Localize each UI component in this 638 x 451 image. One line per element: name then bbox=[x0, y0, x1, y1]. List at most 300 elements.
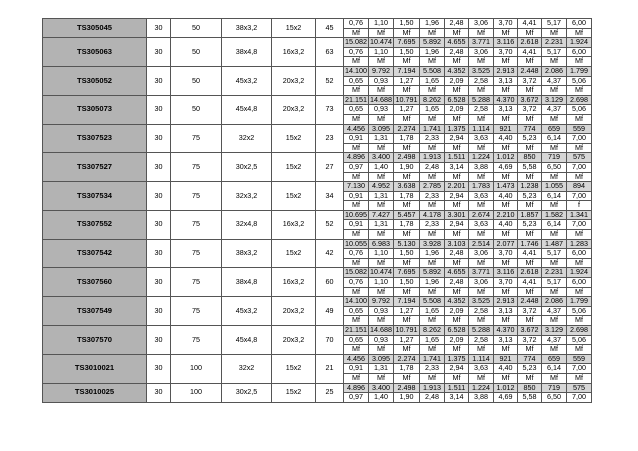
value-cell: Mf bbox=[567, 258, 592, 268]
value-cell: 2.698 bbox=[567, 326, 592, 336]
value-cell: 0,91 bbox=[344, 191, 369, 201]
value-cell: Mf bbox=[494, 201, 518, 211]
value-cell: 1,65 bbox=[420, 105, 445, 115]
value-cell: 1.746 bbox=[518, 239, 542, 249]
spec-cell: 20x3,2 bbox=[272, 66, 316, 95]
value-cell: Mf bbox=[420, 143, 445, 153]
value-cell: Mf bbox=[420, 86, 445, 96]
value-cell: Mf bbox=[445, 28, 469, 38]
value-cell: 5,23 bbox=[518, 134, 542, 144]
value-cell: 3.638 bbox=[394, 182, 420, 192]
value-cell: 1.741 bbox=[420, 124, 445, 134]
value-cell: 1.924 bbox=[567, 38, 592, 48]
value-cell: 2,33 bbox=[420, 364, 445, 374]
value-cell: 659 bbox=[542, 124, 567, 134]
value-cell: 5.892 bbox=[420, 38, 445, 48]
value-cell: 10.055 bbox=[345, 239, 367, 248]
value-cell: Mf bbox=[542, 345, 567, 355]
value-cell: 4.456 bbox=[344, 124, 369, 134]
value-cell: 659 bbox=[542, 354, 567, 364]
value-cell: 4,41 bbox=[518, 278, 542, 288]
value-cell: 3,70 bbox=[494, 249, 518, 259]
value-cell: 2.274 bbox=[394, 124, 420, 134]
value-cell: 7.130 bbox=[344, 182, 369, 192]
value-cell: 6,14 bbox=[542, 220, 567, 230]
value-cell: 1,31 bbox=[369, 191, 394, 201]
value-cell: 1,78 bbox=[394, 134, 420, 144]
value-cell: Mf bbox=[369, 114, 394, 124]
value-cell: Mf bbox=[420, 230, 445, 240]
table-row bbox=[43, 210, 592, 220]
value-cell: 1,78 bbox=[394, 364, 420, 374]
value-cell: Mf bbox=[344, 230, 369, 240]
value-cell: Mf bbox=[445, 172, 469, 182]
spec-cell: 30x2,5 bbox=[222, 383, 272, 402]
value-cell: 0,65 bbox=[344, 76, 369, 86]
value-cell: 559 bbox=[567, 124, 592, 134]
spec-cell: 15x2 bbox=[272, 124, 316, 153]
value-cell: 1,27 bbox=[394, 105, 420, 115]
spec-cell: 50 bbox=[171, 38, 222, 67]
value-cell: 6,50 bbox=[542, 162, 567, 172]
value-cell: 4,40 bbox=[494, 220, 518, 230]
value-cell: 1,90 bbox=[394, 393, 420, 403]
spec-cell: 30 bbox=[147, 38, 171, 67]
value-cell: 1.913 bbox=[420, 153, 445, 163]
value-cell: 3,06 bbox=[469, 19, 494, 29]
value-cell: 2.498 bbox=[394, 153, 420, 163]
value-cell: 4.655 bbox=[445, 268, 469, 278]
value-cell: 4,41 bbox=[518, 249, 542, 259]
value-cell: Mf bbox=[394, 201, 420, 211]
value-cell: 6,00 bbox=[567, 19, 592, 29]
value-cell: 0,93 bbox=[369, 306, 394, 316]
value-cell: 21.151 bbox=[345, 325, 367, 334]
value-cell: 7,00 bbox=[567, 364, 592, 374]
value-cell: 5,06 bbox=[567, 105, 592, 115]
spec-cell: 30 bbox=[147, 66, 171, 95]
value-cell: 3.301 bbox=[445, 210, 469, 220]
spec-cell: 45x4,8 bbox=[222, 95, 272, 124]
spec-cell: 32x3,2 bbox=[222, 182, 272, 211]
value-cell: Mf bbox=[420, 316, 445, 326]
value-cell: 0,76 bbox=[344, 47, 369, 57]
value-cell: Mf bbox=[445, 287, 469, 297]
value-cell: 1.741 bbox=[420, 354, 445, 364]
spec-cell: 16x3,2 bbox=[272, 210, 316, 239]
value-cell: 7,00 bbox=[567, 134, 592, 144]
value-cell: Mf bbox=[542, 287, 567, 297]
value-cell: Mf bbox=[344, 28, 369, 38]
value-cell: 3.116 bbox=[494, 268, 518, 278]
value-cell: 1,40 bbox=[369, 393, 394, 403]
value-cell: 3,63 bbox=[469, 134, 494, 144]
value-cell: Mf bbox=[567, 316, 592, 326]
value-cell: 6,14 bbox=[542, 191, 567, 201]
value-cell: Mf bbox=[344, 201, 369, 211]
value-cell: 3,70 bbox=[494, 278, 518, 288]
value-cell: 4.352 bbox=[445, 66, 469, 76]
value-cell: 3.103 bbox=[445, 239, 469, 249]
value-cell: 3.095 bbox=[369, 354, 394, 364]
value-cell: 3,14 bbox=[445, 393, 469, 403]
value-cell: Mf bbox=[344, 373, 369, 383]
spec-cell: 30 bbox=[147, 210, 171, 239]
value-cell: Mf bbox=[567, 287, 592, 297]
value-cell: Mf bbox=[469, 258, 494, 268]
value-cell: Mf bbox=[494, 345, 518, 355]
table-row bbox=[43, 66, 592, 76]
spec-cell: 32x2 bbox=[222, 354, 272, 383]
value-cell: 1,27 bbox=[394, 335, 420, 345]
value-cell: 5,17 bbox=[542, 19, 567, 29]
table-row bbox=[43, 326, 592, 336]
value-cell: 1.375 bbox=[445, 354, 469, 364]
value-cell: 1,31 bbox=[369, 134, 394, 144]
value-cell: 8.262 bbox=[420, 95, 445, 105]
value-cell: 2,33 bbox=[420, 134, 445, 144]
value-cell: 4.952 bbox=[369, 182, 394, 192]
value-cell: 2.210 bbox=[494, 210, 518, 220]
value-cell: 1.012 bbox=[494, 153, 518, 163]
spec-cell: 30 bbox=[147, 326, 171, 355]
value-cell: 10.474 bbox=[370, 267, 392, 277]
value-cell: 3,13 bbox=[494, 76, 518, 86]
value-cell: Mf bbox=[369, 86, 394, 96]
value-cell: Mf bbox=[445, 258, 469, 268]
value-cell: Mf bbox=[344, 172, 369, 182]
value-cell: 2.274 bbox=[394, 354, 420, 364]
value-cell: 4.896 bbox=[344, 153, 369, 163]
value-cell: 2.618 bbox=[518, 268, 542, 278]
value-cell: 1,50 bbox=[394, 278, 420, 288]
value-cell: 6.528 bbox=[445, 326, 469, 336]
value-cell: 1.114 bbox=[469, 354, 494, 364]
value-cell: 7.427 bbox=[369, 210, 394, 220]
value-cell: Mf bbox=[344, 57, 369, 67]
value-cell: 3,72 bbox=[518, 105, 542, 115]
table-row bbox=[43, 239, 592, 249]
value-cell: Mf bbox=[469, 316, 494, 326]
value-cell: 2,48 bbox=[445, 19, 469, 29]
table-row bbox=[43, 354, 592, 364]
value-cell: 1,27 bbox=[394, 306, 420, 316]
value-cell: 559 bbox=[567, 354, 592, 364]
product-code: TS307549 bbox=[43, 297, 147, 326]
value-cell: Mf bbox=[469, 28, 494, 38]
value-cell: 4,37 bbox=[542, 335, 567, 345]
value-cell: 0,65 bbox=[344, 306, 369, 316]
value-cell: 1,96 bbox=[420, 19, 445, 29]
value-cell: 3.525 bbox=[469, 66, 494, 76]
product-code: TS305073 bbox=[43, 95, 147, 124]
value-cell: 14.100 bbox=[345, 296, 367, 306]
spec-cell: 38x3,2 bbox=[222, 19, 272, 38]
value-cell: Mf bbox=[445, 114, 469, 124]
value-cell: 8.262 bbox=[420, 326, 445, 336]
value-cell: 719 bbox=[542, 383, 567, 393]
value-cell: Mf bbox=[445, 86, 469, 96]
value-cell: Mf bbox=[394, 373, 420, 383]
value-cell: Mf bbox=[567, 57, 592, 67]
value-cell: 3,06 bbox=[469, 47, 494, 57]
value-cell: 2.698 bbox=[567, 95, 592, 105]
value-cell: 1,96 bbox=[420, 47, 445, 57]
value-cell: 2,58 bbox=[469, 306, 494, 316]
value-cell: 5,06 bbox=[567, 76, 592, 86]
value-cell: Mf bbox=[494, 230, 518, 240]
value-cell: 2,58 bbox=[469, 105, 494, 115]
value-cell: Mf bbox=[494, 258, 518, 268]
spec-cell: 30x2,5 bbox=[222, 153, 272, 182]
value-cell: Mf bbox=[394, 143, 420, 153]
value-cell: 1,31 bbox=[369, 364, 394, 374]
spec-cell: 52 bbox=[316, 210, 344, 239]
value-cell: 3.095 bbox=[369, 124, 394, 134]
value-cell: 3,88 bbox=[469, 162, 494, 172]
value-cell: 1.913 bbox=[420, 383, 445, 393]
product-code: TS307523 bbox=[43, 124, 147, 153]
value-cell: 1,90 bbox=[394, 162, 420, 172]
value-cell: Mf bbox=[518, 86, 542, 96]
value-cell: 6,14 bbox=[542, 364, 567, 374]
value-cell: 1.924 bbox=[567, 268, 592, 278]
table-row bbox=[43, 124, 592, 134]
value-cell: Mf bbox=[542, 143, 567, 153]
value-cell: 774 bbox=[518, 354, 542, 364]
value-cell: 894 bbox=[567, 182, 592, 192]
value-cell: 3.771 bbox=[469, 38, 494, 48]
value-cell: 2.086 bbox=[542, 297, 567, 307]
spec-cell: 20x3,2 bbox=[272, 95, 316, 124]
value-cell: Mf bbox=[420, 345, 445, 355]
value-cell: Mf bbox=[369, 258, 394, 268]
value-cell: 1.799 bbox=[567, 66, 592, 76]
product-code: TS307534 bbox=[43, 182, 147, 211]
value-cell: 6,00 bbox=[567, 278, 592, 288]
value-cell: 1,65 bbox=[420, 335, 445, 345]
value-cell: 4.456 bbox=[344, 354, 369, 364]
value-cell: 7,00 bbox=[567, 191, 592, 201]
value-cell: Mf bbox=[518, 316, 542, 326]
value-cell: 7,00 bbox=[567, 393, 592, 403]
value-cell: 3,06 bbox=[469, 249, 494, 259]
product-code: TS3010025 bbox=[43, 383, 147, 402]
value-cell: Mf bbox=[542, 258, 567, 268]
value-cell: 7.695 bbox=[394, 38, 420, 48]
value-cell: 4.370 bbox=[494, 326, 518, 336]
value-cell: 1,65 bbox=[420, 76, 445, 86]
value-cell: Mf bbox=[344, 316, 369, 326]
value-cell: Mf bbox=[494, 172, 518, 182]
value-cell: 2.231 bbox=[542, 268, 567, 278]
value-cell: Mf bbox=[518, 201, 542, 211]
value-cell: Mf bbox=[494, 287, 518, 297]
value-cell: 4,41 bbox=[518, 47, 542, 57]
value-cell: 15.082 bbox=[345, 267, 367, 277]
value-cell: Mf bbox=[420, 114, 445, 124]
value-cell: 5.288 bbox=[469, 326, 494, 336]
value-cell: 1.582 bbox=[542, 210, 567, 220]
value-cell: 5,17 bbox=[542, 278, 567, 288]
value-cell: 3.129 bbox=[542, 326, 567, 336]
value-cell: 1.487 bbox=[542, 239, 567, 249]
value-cell: 3.928 bbox=[420, 239, 445, 249]
value-cell: 3,06 bbox=[469, 278, 494, 288]
product-code: TS307570 bbox=[43, 326, 147, 355]
value-cell: 3,13 bbox=[494, 306, 518, 316]
value-cell: 7,00 bbox=[567, 162, 592, 172]
value-cell: Mf bbox=[518, 143, 542, 153]
value-cell: Mf bbox=[567, 230, 592, 240]
value-cell: 0,93 bbox=[369, 335, 394, 345]
spec-cell: 16x3,2 bbox=[272, 38, 316, 67]
product-code: TS3010021 bbox=[43, 354, 147, 383]
spec-cell: 30 bbox=[147, 182, 171, 211]
value-cell: 1,50 bbox=[394, 47, 420, 57]
value-cell: Mf bbox=[542, 230, 567, 240]
value-cell: Mf bbox=[469, 114, 494, 124]
value-cell: 3.129 bbox=[542, 95, 567, 105]
value-cell: 4.896 bbox=[344, 383, 369, 393]
product-code: TS305045 bbox=[43, 19, 147, 38]
value-cell: Mf bbox=[542, 57, 567, 67]
value-cell: 3,14 bbox=[445, 162, 469, 172]
value-cell: 4,37 bbox=[542, 306, 567, 316]
value-cell: Mf bbox=[518, 57, 542, 67]
value-cell: Mf bbox=[445, 230, 469, 240]
value-cell: Mf bbox=[469, 143, 494, 153]
spec-cell: 16x3,2 bbox=[272, 268, 316, 297]
value-cell: 9.792 bbox=[369, 66, 394, 76]
value-cell: Mf bbox=[494, 143, 518, 153]
table-row bbox=[43, 95, 592, 105]
value-cell: Mf bbox=[542, 316, 567, 326]
value-cell: Mf bbox=[469, 57, 494, 67]
value-cell: 5,06 bbox=[567, 306, 592, 316]
value-cell: Mf bbox=[567, 172, 592, 182]
value-cell: 2.498 bbox=[394, 383, 420, 393]
value-cell: Mf bbox=[518, 230, 542, 240]
value-cell: 3,70 bbox=[494, 19, 518, 29]
value-cell: 3.525 bbox=[469, 297, 494, 307]
spec-cell: 100 bbox=[171, 354, 222, 383]
value-cell: Mf bbox=[445, 201, 469, 211]
value-cell: 2,94 bbox=[445, 364, 469, 374]
value-cell: 3.400 bbox=[369, 153, 394, 163]
value-cell: Mf bbox=[542, 172, 567, 182]
value-cell: 4,37 bbox=[542, 105, 567, 115]
value-cell: 2,58 bbox=[469, 335, 494, 345]
value-cell: Mf bbox=[445, 316, 469, 326]
value-cell: 5,23 bbox=[518, 364, 542, 374]
value-cell: Mf bbox=[518, 28, 542, 38]
spec-cell: 45x4,8 bbox=[222, 326, 272, 355]
value-cell: 3.771 bbox=[469, 268, 494, 278]
value-cell: Mf bbox=[394, 258, 420, 268]
load-table bbox=[42, 18, 592, 403]
value-cell: 5,17 bbox=[542, 249, 567, 259]
spec-cell: 32x4,8 bbox=[222, 210, 272, 239]
value-cell: 2,09 bbox=[445, 335, 469, 345]
spec-cell: 75 bbox=[171, 153, 222, 182]
value-cell: 14.688 bbox=[370, 95, 392, 104]
value-cell: 9.792 bbox=[369, 297, 394, 307]
value-cell: 10.791 bbox=[394, 95, 420, 105]
value-cell: 4.655 bbox=[445, 38, 469, 48]
value-cell: Mf bbox=[494, 373, 518, 383]
spec-cell: 30 bbox=[147, 268, 171, 297]
spec-cell: 50 bbox=[171, 66, 222, 95]
value-cell: 1.283 bbox=[567, 239, 592, 249]
value-cell: 4,69 bbox=[494, 393, 518, 403]
value-cell: 3,88 bbox=[469, 393, 494, 403]
value-cell: Mf bbox=[567, 143, 592, 153]
value-cell: 1,31 bbox=[369, 220, 394, 230]
value-cell: f bbox=[567, 201, 592, 211]
spec-cell: 15x2 bbox=[272, 182, 316, 211]
product-code: TS307527 bbox=[43, 153, 147, 182]
value-cell: 5.130 bbox=[394, 239, 420, 249]
spec-cell: 52 bbox=[316, 66, 344, 95]
value-cell: 3,72 bbox=[518, 335, 542, 345]
value-cell: Mf bbox=[542, 201, 567, 211]
value-cell: 1.375 bbox=[445, 124, 469, 134]
value-cell: 0,65 bbox=[344, 105, 369, 115]
value-cell: 6,50 bbox=[542, 393, 567, 403]
value-cell: Mf bbox=[567, 373, 592, 383]
value-cell: Mf bbox=[420, 172, 445, 182]
value-cell: 1,96 bbox=[420, 278, 445, 288]
spec-cell: 20x3,2 bbox=[272, 297, 316, 326]
value-cell: Mf bbox=[394, 345, 420, 355]
value-cell: 774 bbox=[518, 124, 542, 134]
spec-cell: 15x2 bbox=[272, 239, 316, 268]
product-code: TS307542 bbox=[43, 239, 147, 268]
spec-cell: 15x2 bbox=[272, 19, 316, 38]
value-cell: Mf bbox=[469, 201, 494, 211]
spec-cell: 30 bbox=[147, 153, 171, 182]
value-cell: 10.474 bbox=[370, 37, 392, 47]
value-cell: 5,58 bbox=[518, 162, 542, 172]
value-cell: Mf bbox=[369, 287, 394, 297]
value-cell: Mf bbox=[394, 230, 420, 240]
table-row bbox=[43, 268, 592, 278]
value-cell: 0,93 bbox=[369, 105, 394, 115]
spec-cell: 73 bbox=[316, 95, 344, 124]
product-code: TS307552 bbox=[43, 210, 147, 239]
value-cell: 1,78 bbox=[394, 220, 420, 230]
spec-cell: 75 bbox=[171, 239, 222, 268]
value-cell: Mf bbox=[369, 28, 394, 38]
product-code: TS305052 bbox=[43, 66, 147, 95]
value-cell: 850 bbox=[518, 153, 542, 163]
value-cell: 0,97 bbox=[344, 162, 369, 172]
value-cell: Mf bbox=[420, 57, 445, 67]
spec-cell: 23 bbox=[316, 124, 344, 153]
value-cell: 2,48 bbox=[445, 278, 469, 288]
spec-cell: 45x3,2 bbox=[222, 297, 272, 326]
spec-cell: 49 bbox=[316, 297, 344, 326]
value-cell: 5,23 bbox=[518, 220, 542, 230]
value-cell: Mf bbox=[369, 143, 394, 153]
value-cell: 7.194 bbox=[394, 297, 420, 307]
value-cell: 14.100 bbox=[345, 66, 367, 75]
value-cell: Mf bbox=[542, 114, 567, 124]
value-cell: 21.151 bbox=[345, 95, 367, 104]
value-cell: 0,65 bbox=[344, 335, 369, 345]
value-cell: Mf bbox=[445, 345, 469, 355]
